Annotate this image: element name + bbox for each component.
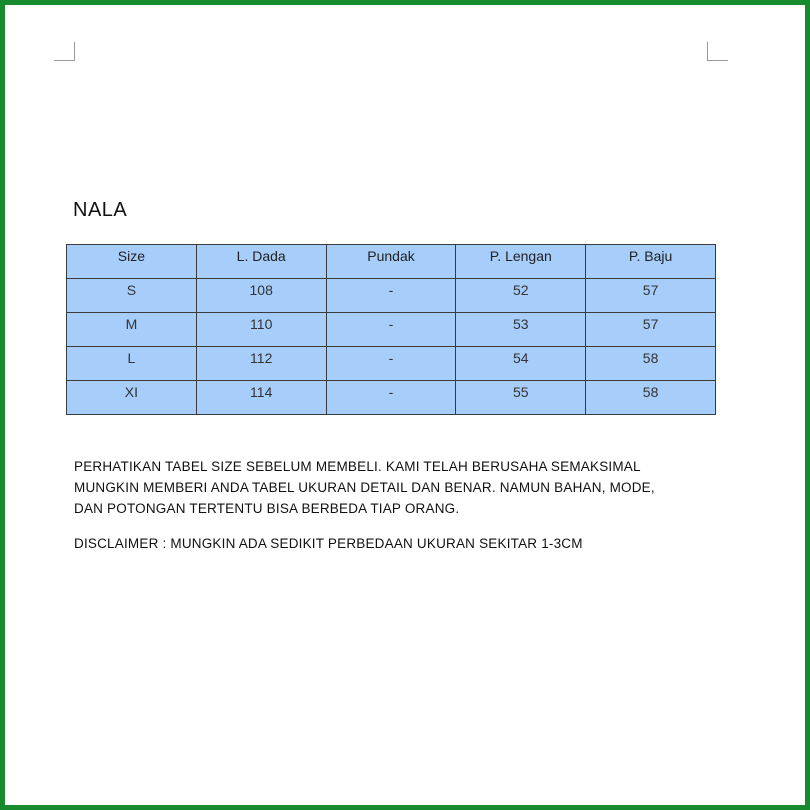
table-cell: 53 bbox=[456, 313, 586, 347]
table-cell: 112 bbox=[196, 347, 326, 381]
table-cell: M bbox=[67, 313, 197, 347]
column-header-l-dada: L. Dada bbox=[196, 245, 326, 279]
table-row bbox=[67, 381, 716, 415]
table-cell: L bbox=[67, 347, 197, 381]
table-cell: 55 bbox=[456, 381, 586, 415]
table-header-row bbox=[67, 245, 716, 279]
table-row bbox=[67, 279, 716, 313]
table-cell: 58 bbox=[586, 381, 716, 415]
column-header-p-baju: P. Baju bbox=[586, 245, 716, 279]
table-cell: 110 bbox=[196, 313, 326, 347]
notice-line: DAN POTONGAN TERTENTU BISA BERBEDA TIAP ORANG. bbox=[74, 501, 460, 516]
page-margin-marker-top-right bbox=[707, 42, 728, 61]
table-row bbox=[67, 313, 716, 347]
column-header-p-lengan: P. Lengan bbox=[456, 245, 586, 279]
table-cell: 114 bbox=[196, 381, 326, 415]
disclaimer-text: DISCLAIMER : MUNGKIN ADA SEDIKIT PERBEDAAN UKURAN SEKITAR 1-3CM bbox=[74, 536, 583, 551]
document-title: NALA bbox=[73, 199, 128, 221]
table-cell: 52 bbox=[456, 279, 586, 313]
column-header-size: Size bbox=[67, 245, 197, 279]
table-cell: - bbox=[326, 381, 456, 415]
table-cell: S bbox=[67, 279, 197, 313]
size-chart-table bbox=[66, 244, 716, 415]
table-row bbox=[67, 347, 716, 381]
table-cell: - bbox=[326, 279, 456, 313]
table-cell: - bbox=[326, 313, 456, 347]
table-cell: 54 bbox=[456, 347, 586, 381]
notice-text-block bbox=[74, 456, 714, 554]
document-page bbox=[5, 5, 805, 805]
table-cell: XI bbox=[67, 381, 197, 415]
table-cell: 58 bbox=[586, 347, 716, 381]
table-cell: 57 bbox=[586, 279, 716, 313]
column-header-pundak: Pundak bbox=[326, 245, 456, 279]
table-cell: 108 bbox=[196, 279, 326, 313]
page-margin-marker-top-left bbox=[54, 42, 75, 61]
table-cell: - bbox=[326, 347, 456, 381]
notice-line: PERHATIKAN TABEL SIZE SEBELUM MEMBELI. KAMI TELAH BERUSAHA SEMAKSIMAL bbox=[74, 459, 641, 474]
table-cell: 57 bbox=[586, 313, 716, 347]
notice-line: MUNGKIN MEMBERI ANDA TABEL UKURAN DETAIL DAN BENAR. NAMUN BAHAN, MODE, bbox=[74, 480, 655, 495]
